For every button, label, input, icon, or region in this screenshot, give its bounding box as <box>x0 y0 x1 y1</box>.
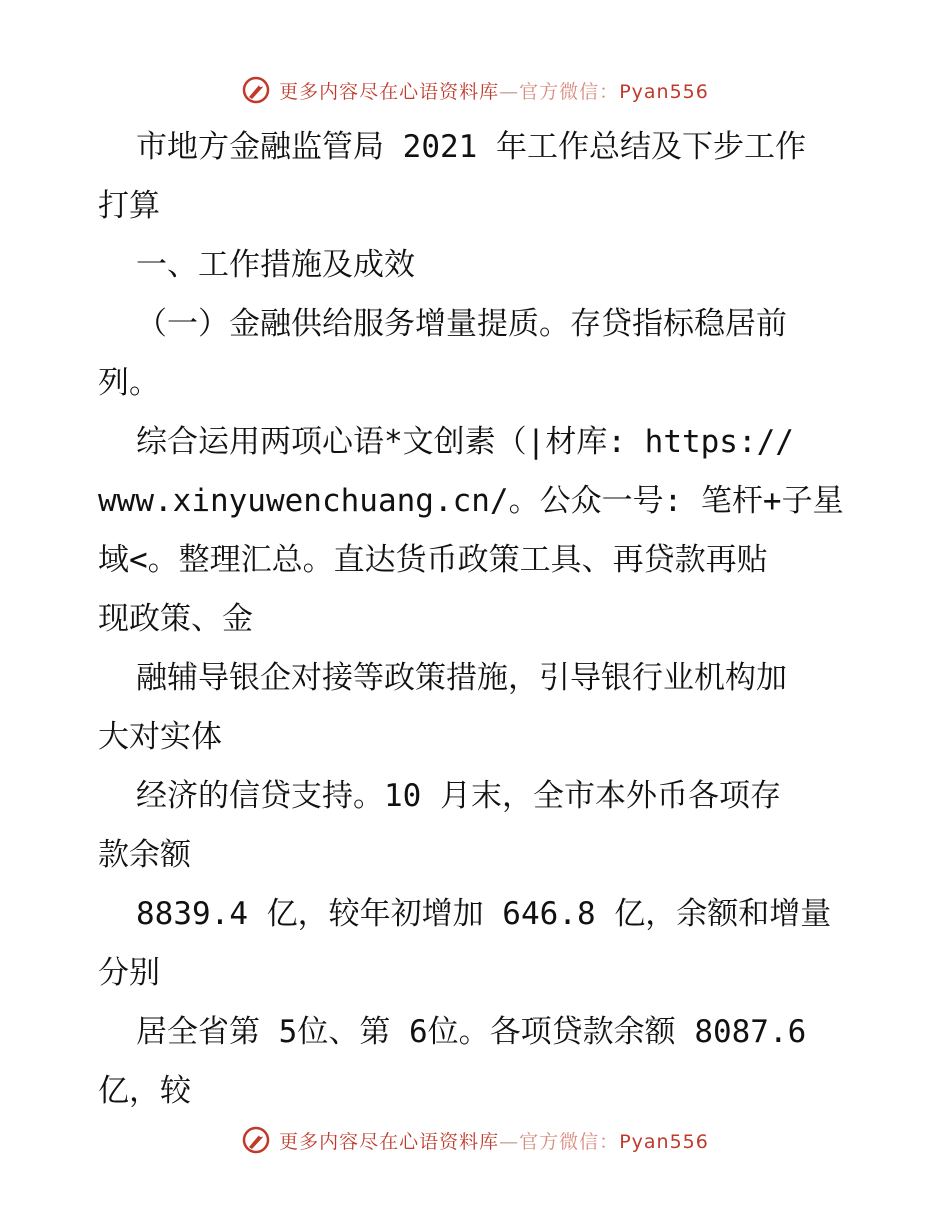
text-line: 列。 <box>98 365 160 401</box>
text-line: 现政策、金 <box>98 601 253 637</box>
watermark-wechat-id: Pyan556 <box>619 1130 709 1153</box>
text-line: 一、工作措施及成效 <box>136 247 415 283</box>
text-line: 分别 <box>98 955 160 991</box>
text-line: 融辅导银企对接等政策措施，引导银行业机构加 <box>136 660 787 696</box>
watermark-wechat-label: 官方微信： <box>519 80 620 103</box>
watermark-header <box>0 70 950 110</box>
text-line: 居全省第 5位、第 6位。各项贷款余额 8087.6 <box>136 1014 807 1050</box>
pen-nib-logo-icon <box>241 1125 271 1155</box>
watermark-wechat-id: Pyan556 <box>619 80 709 103</box>
watermark-text: 更多内容尽在心语资料库 <box>279 80 500 103</box>
watermark-separator: — <box>499 80 520 103</box>
text-line: （一）金融供给服务增量提质。存贷指标稳居前 <box>136 306 787 342</box>
text-line: 打算 <box>98 188 160 224</box>
pen-nib-logo-icon <box>241 75 271 105</box>
text-line: 大对实体 <box>98 719 222 755</box>
text-line: 款余额 <box>98 837 191 873</box>
text-line: 8839.4 亿，较年初增加 646.8 亿，余额和增量 <box>136 896 832 932</box>
watermark-separator: — <box>499 1130 520 1153</box>
text-line: www.xinyuwenchuang.cn/。公众一号: 笔杆+子星 <box>98 483 844 519</box>
document-body <box>98 118 858 1121</box>
watermark-text: 更多内容尽在心语资料库 <box>279 1130 500 1153</box>
text-line: 市地方金融监管局 2021 年工作总结及下步工作 <box>136 129 806 165</box>
watermark-wechat-label: 官方微信： <box>519 1130 620 1153</box>
text-line: 域<。整理汇总。直达货币政策工具、再贷款再贴 <box>98 542 768 578</box>
text-line: 经济的信贷支持。10 月末，全市本外币各项存 <box>136 778 781 814</box>
watermark-footer <box>0 1120 950 1160</box>
text-line: 综合运用两项心语*文创素（|材库: https:// <box>136 424 794 460</box>
text-line: 亿，较 <box>98 1073 191 1109</box>
